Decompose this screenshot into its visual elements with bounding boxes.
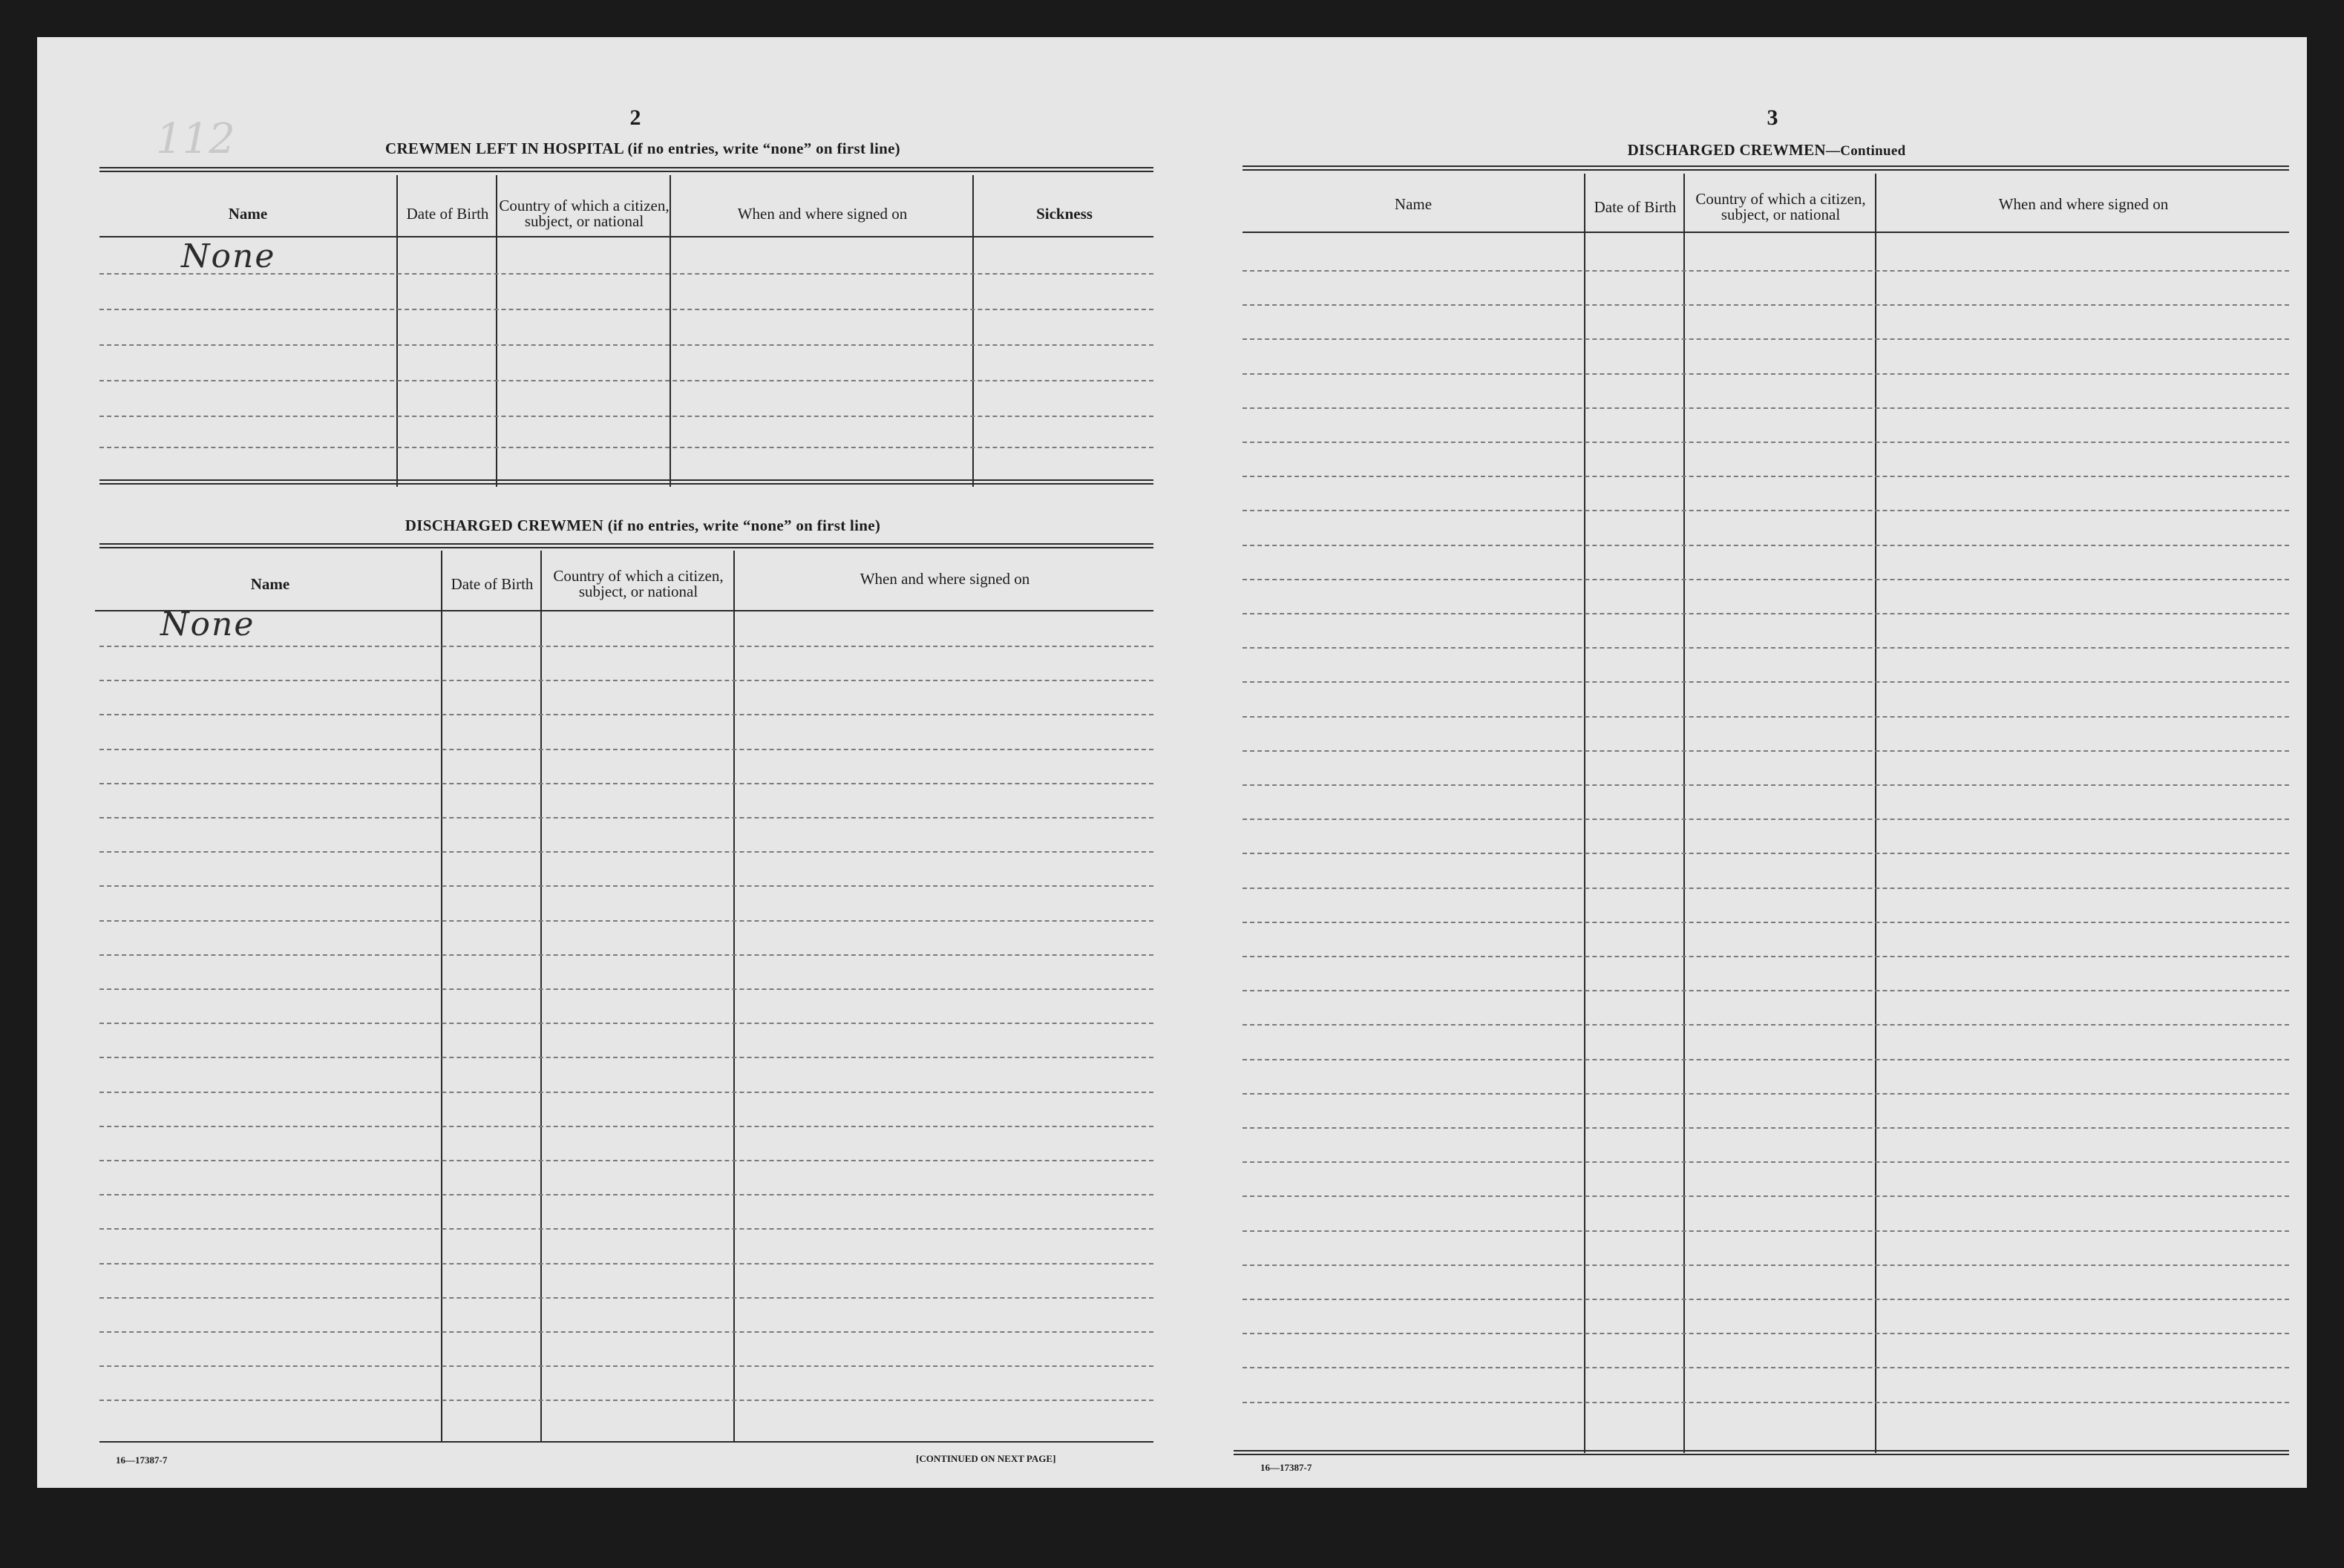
row-line — [1243, 1161, 2289, 1163]
row-line — [99, 749, 1153, 750]
row-line — [1243, 373, 2289, 375]
row-line — [99, 1092, 1153, 1093]
right-col-divider — [1875, 174, 1876, 1453]
row-line — [1243, 1299, 2289, 1300]
discharged-continued-heading — [1240, 141, 2294, 160]
right-header-signed-on: When and where signed on — [1998, 194, 2169, 213]
row-line — [1243, 888, 2289, 889]
row-line — [1243, 922, 2289, 923]
row-line — [1243, 716, 2289, 718]
row-line — [99, 1160, 1153, 1161]
discharged-continued-suffix: —Continued — [1825, 143, 1906, 159]
discharged-bottom-rule — [99, 1441, 1153, 1443]
hospital-header-country: Country of which a citizen, subject, or national — [499, 197, 670, 230]
discharged-col-divider — [441, 551, 442, 1441]
row-line — [99, 309, 1153, 310]
hospital-col-divider — [972, 175, 974, 487]
document-sheet — [37, 37, 2307, 1488]
row-line — [99, 1365, 1153, 1367]
hospital-entry-handwriting: None — [181, 237, 276, 275]
row-line — [1243, 442, 2289, 443]
hospital-col-divider — [396, 175, 398, 487]
row-line — [99, 1297, 1153, 1299]
right-bottom-rule — [1234, 1450, 2289, 1455]
row-line — [99, 817, 1153, 819]
row-line — [1243, 1093, 2289, 1095]
hospital-title: CREWMEN LEFT IN HOSPITAL — [385, 140, 623, 157]
page-number-left: 2 — [629, 105, 641, 130]
hospital-header-rule — [396, 236, 1153, 237]
row-line — [99, 1263, 1153, 1264]
continued-note: [CONTINUED ON NEXT PAGE] — [916, 1453, 1056, 1464]
right-top-rule — [1243, 165, 2289, 171]
right-header-name: Name — [1394, 194, 1433, 213]
row-line — [1243, 476, 2289, 477]
page-number-right: 3 — [1767, 105, 1778, 130]
row-line — [1243, 579, 2289, 580]
row-line — [1243, 510, 2289, 511]
discharged-header-name: Name — [250, 574, 290, 593]
hospital-header-name: Name — [228, 204, 268, 223]
discharged-note: (if no entries, write “none” on first line) — [607, 516, 881, 534]
row-line — [99, 416, 1153, 417]
discharged-top-rule — [99, 543, 1153, 548]
discharged-header-rule — [441, 610, 1153, 611]
row-line — [99, 885, 1153, 887]
row-line — [1243, 819, 2289, 820]
right-col-divider — [1683, 174, 1685, 1453]
discharged-col-divider — [733, 551, 735, 1441]
right-col-divider — [1584, 174, 1585, 1453]
row-line — [1243, 1195, 2289, 1197]
hospital-header-dob: Date of Birth — [406, 204, 489, 223]
row-line — [99, 273, 1153, 275]
hospital-top-rule — [99, 167, 1153, 172]
row-line — [1243, 1059, 2289, 1060]
row-line — [1243, 270, 2289, 272]
hospital-heading — [137, 140, 1149, 158]
row-line — [99, 988, 1153, 990]
discharged-header-rule — [95, 610, 441, 611]
row-line — [1243, 990, 2289, 991]
row-line — [99, 380, 1153, 381]
right-header-rule — [1243, 232, 2289, 233]
row-line — [99, 680, 1153, 681]
discharged-header-dob: Date of Birth — [451, 574, 534, 593]
row-line — [99, 851, 1153, 853]
row-line — [99, 646, 1153, 647]
right-header-dob: Date of Birth — [1594, 197, 1677, 216]
row-line — [1243, 1127, 2289, 1129]
row-line — [1243, 784, 2289, 786]
hospital-header-sickness: Sickness — [1036, 204, 1093, 223]
right-header-country: Country of which a citizen, subject, or national — [1695, 190, 1866, 223]
row-line — [1243, 681, 2289, 683]
row-line — [1243, 1367, 2289, 1368]
faint-pencil-mark: 112 — [156, 115, 235, 163]
hospital-col-divider — [670, 175, 671, 487]
row-line — [99, 714, 1153, 715]
row-line — [1243, 1230, 2289, 1232]
discharged-col-divider — [540, 551, 542, 1441]
row-line — [99, 344, 1153, 346]
row-line — [99, 1228, 1153, 1230]
discharged-header-country: Country of which a citizen, subject, or national — [553, 567, 724, 600]
row-line — [1243, 956, 2289, 957]
row-line — [1243, 407, 2289, 409]
row-line — [99, 1194, 1153, 1195]
row-line — [1243, 1402, 2289, 1403]
row-line — [1243, 647, 2289, 649]
row-line — [99, 954, 1153, 956]
discharged-continued-title: DISCHARGED CREWMEN — [1627, 141, 1826, 159]
row-line — [1243, 1264, 2289, 1266]
form-number-left: 16—17387-7 — [116, 1454, 168, 1466]
row-line — [1243, 853, 2289, 854]
row-line — [99, 1331, 1153, 1333]
row-line — [99, 1057, 1153, 1058]
row-line — [99, 920, 1153, 922]
discharged-title: DISCHARGED CREWMEN — [405, 516, 604, 534]
row-line — [1243, 545, 2289, 546]
discharged-heading — [137, 516, 1149, 535]
form-number-right: 16—17387-7 — [1260, 1462, 1312, 1473]
discharged-entry-handwriting: None — [160, 606, 255, 643]
hospital-bottom-rule — [99, 479, 1153, 485]
row-line — [99, 1126, 1153, 1127]
row-line — [1243, 613, 2289, 614]
row-line — [99, 1023, 1153, 1024]
row-line — [99, 783, 1153, 784]
row-line — [1243, 750, 2289, 752]
row-line — [99, 447, 1153, 448]
row-line — [1243, 1333, 2289, 1334]
row-line — [1243, 304, 2289, 306]
hospital-note: (if no entries, write “none” on first line) — [627, 140, 900, 157]
discharged-header-signed-on: When and where signed on — [860, 569, 1030, 588]
row-line — [1243, 1024, 2289, 1026]
row-line — [1243, 338, 2289, 340]
hospital-header-signed-on: When and where signed on — [737, 204, 908, 223]
hospital-col-divider — [496, 175, 497, 487]
row-line — [99, 1400, 1153, 1401]
